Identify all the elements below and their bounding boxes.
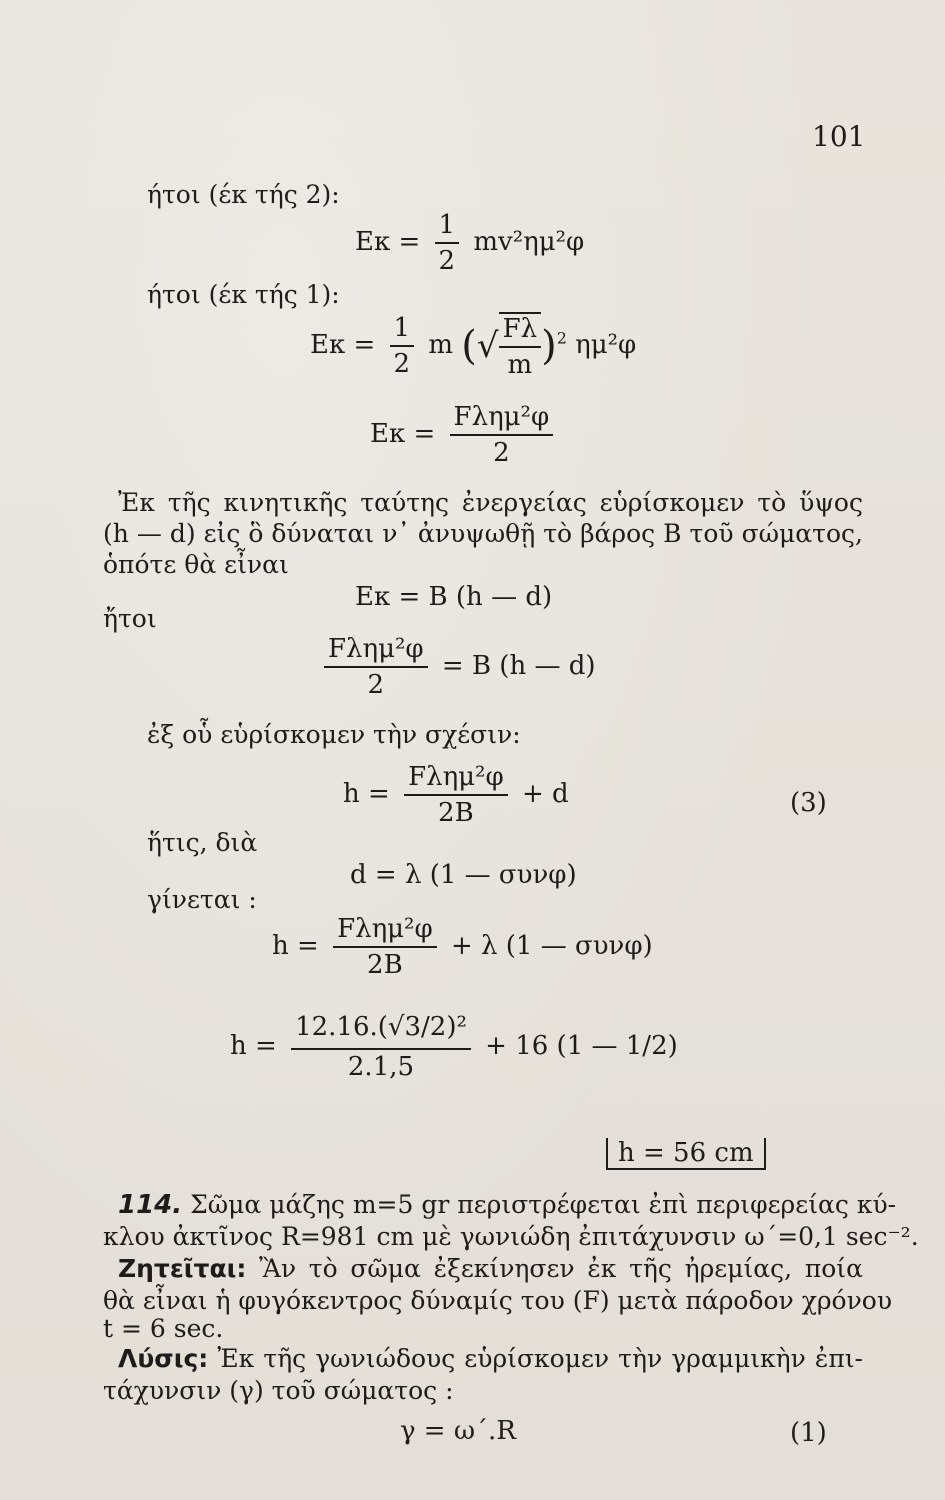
equation-tag-3: (3) bbox=[790, 788, 827, 818]
eq8-fraction bbox=[333, 914, 437, 980]
text-ginetai: γίνεται : bbox=[147, 885, 257, 914]
eq6-numerator: Fλημ²φ bbox=[408, 762, 504, 792]
eq9-rhs: + 16 (1 — 1/2) bbox=[485, 1031, 678, 1061]
eq3-fraction bbox=[450, 402, 554, 468]
eq2-denominator: 2 bbox=[390, 345, 415, 379]
eq2-square: 2 bbox=[556, 328, 567, 348]
problem-text-6: Ἐκ τῆς γωνιώδους εὑρίσκομεν τὴν γραμμικὴν ἐπι- bbox=[217, 1344, 864, 1373]
eq8-denominator: 2B bbox=[333, 946, 437, 980]
eq1-lhs: Eκ = bbox=[355, 227, 421, 257]
eq2-open-paren: ( bbox=[461, 323, 477, 369]
eq6-lhs: h = bbox=[343, 779, 390, 809]
zeteitai-label: Ζητεῖται: bbox=[118, 1254, 247, 1283]
eq6-rhs: + d bbox=[521, 779, 569, 809]
eq1-fraction bbox=[435, 210, 460, 276]
problem-line-5: t = 6 sec. bbox=[103, 1314, 224, 1343]
eq6-fraction bbox=[404, 762, 508, 828]
eq2-mass: m bbox=[428, 330, 454, 360]
problem-line-3 bbox=[118, 1254, 863, 1283]
eq2-fraction bbox=[390, 313, 415, 379]
problem-line-4: θὰ εἶναι ἡ φυγόκεντρος δύναμίς του (F) μετὰ πάροδον χρόνου bbox=[103, 1286, 893, 1315]
paragraph-line-1: Ἐκ τῆς κινητικῆς ταύτης ἐνεργείας εὑρίσκομεν τὸ ὕψος bbox=[118, 488, 863, 517]
equation-half-b bbox=[318, 634, 596, 700]
eq8-lhs: h = bbox=[272, 931, 319, 961]
equation-h-lambda bbox=[272, 914, 653, 980]
problem-number: 114. bbox=[118, 1190, 183, 1220]
problem-line-7: τάχυνσιν (γ) τοῦ σώματος : bbox=[103, 1376, 454, 1405]
equation-d: d = λ (1 — συνφ) bbox=[350, 860, 577, 890]
equation-ek-1 bbox=[355, 210, 584, 276]
eq5-numerator: Fλημ²φ bbox=[328, 634, 424, 664]
text-itis-dia: ἥτις, διὰ bbox=[147, 828, 258, 857]
eq6-denominator: 2B bbox=[404, 794, 508, 828]
eq2-lhs: Eκ = bbox=[310, 330, 376, 360]
eq5-fraction bbox=[324, 634, 428, 700]
eq1-numerator: 1 bbox=[438, 210, 456, 240]
eq2-sqrt-sign: √ bbox=[476, 326, 499, 366]
lysis-label: Λύσις: bbox=[118, 1344, 209, 1373]
paragraph-line-2: (h — d) εἰς ὃ δύναται ν᾽ ἀνυψωθῇ τὸ βάρος B τοῦ σώματος, bbox=[103, 519, 863, 548]
eq2-root-denominator: m bbox=[499, 346, 542, 380]
eq9-lhs: h = bbox=[230, 1031, 277, 1061]
equation-tag-1: (1) bbox=[790, 1418, 827, 1448]
eq2-numerator: 1 bbox=[393, 313, 411, 343]
text-itoi-1: ήτοι (έκ τής 1): bbox=[147, 280, 340, 309]
result-box: h = 56 cm bbox=[606, 1138, 766, 1170]
eq8-numerator: Fλημ²φ bbox=[337, 914, 433, 944]
eq2-close-paren: ) bbox=[541, 323, 557, 369]
text-ex-ou: ἐξ οὗ εὑρίσκομεν τὴν σχέσιν: bbox=[147, 720, 521, 749]
eq9-numerator: 12.16.(√3/2)² bbox=[295, 1012, 467, 1042]
equation-h-numeric bbox=[230, 1012, 678, 1082]
problem-line-1 bbox=[118, 1190, 897, 1220]
eq2-root-numerator: Fλ bbox=[499, 312, 542, 346]
eq5-rhs: = B (h — d) bbox=[441, 651, 596, 681]
equation-h-3 bbox=[343, 762, 569, 828]
eq9-fraction bbox=[291, 1012, 471, 1082]
eq8-rhs: + λ (1 — συνφ) bbox=[450, 931, 653, 961]
paragraph-line-3: ὁπότε θὰ εἶναι bbox=[103, 550, 289, 579]
problem-line-2: κλου ἀκτῖνος R=981 cm μὲ γωνιώδη ἐπιτάχυνσιν ω΄=0,1 sec⁻². bbox=[103, 1222, 919, 1251]
problem-text-3: Ἂν τὸ σῶμα ἐξεκίνησεν ἐκ τῆς ἠρεμίας, ποία bbox=[259, 1254, 863, 1283]
problem-text-1: Σῶμα μάζης m=5 gr περιστρέφεται ἐπὶ περιφερείας κύ- bbox=[190, 1190, 897, 1219]
text-itoi: ἤτοι bbox=[103, 604, 157, 633]
problem-line-6 bbox=[118, 1344, 863, 1373]
equation-gamma: γ = ω΄.R bbox=[400, 1416, 516, 1446]
equation-ek-3 bbox=[370, 402, 559, 468]
eq1-denominator: 2 bbox=[435, 242, 460, 276]
equation-ek-2 bbox=[310, 312, 636, 380]
eq5-denominator: 2 bbox=[324, 666, 428, 700]
eq9-denominator: 2.1,5 bbox=[291, 1048, 471, 1082]
eq3-lhs: Eκ = bbox=[370, 419, 436, 449]
equation-ek-b: Eκ = B (h — d) bbox=[355, 582, 553, 612]
eq2-rhs: ημ²φ bbox=[575, 330, 637, 360]
eq3-denominator: 2 bbox=[450, 434, 554, 468]
text-itoi-2: ήτοι (έκ τής 2): bbox=[147, 180, 340, 209]
eq1-rhs: mv²ημ²φ bbox=[473, 227, 585, 257]
eq3-numerator: Fλημ²φ bbox=[453, 402, 550, 432]
page-number: 101 bbox=[812, 120, 866, 153]
eq2-root-fraction bbox=[499, 312, 542, 380]
